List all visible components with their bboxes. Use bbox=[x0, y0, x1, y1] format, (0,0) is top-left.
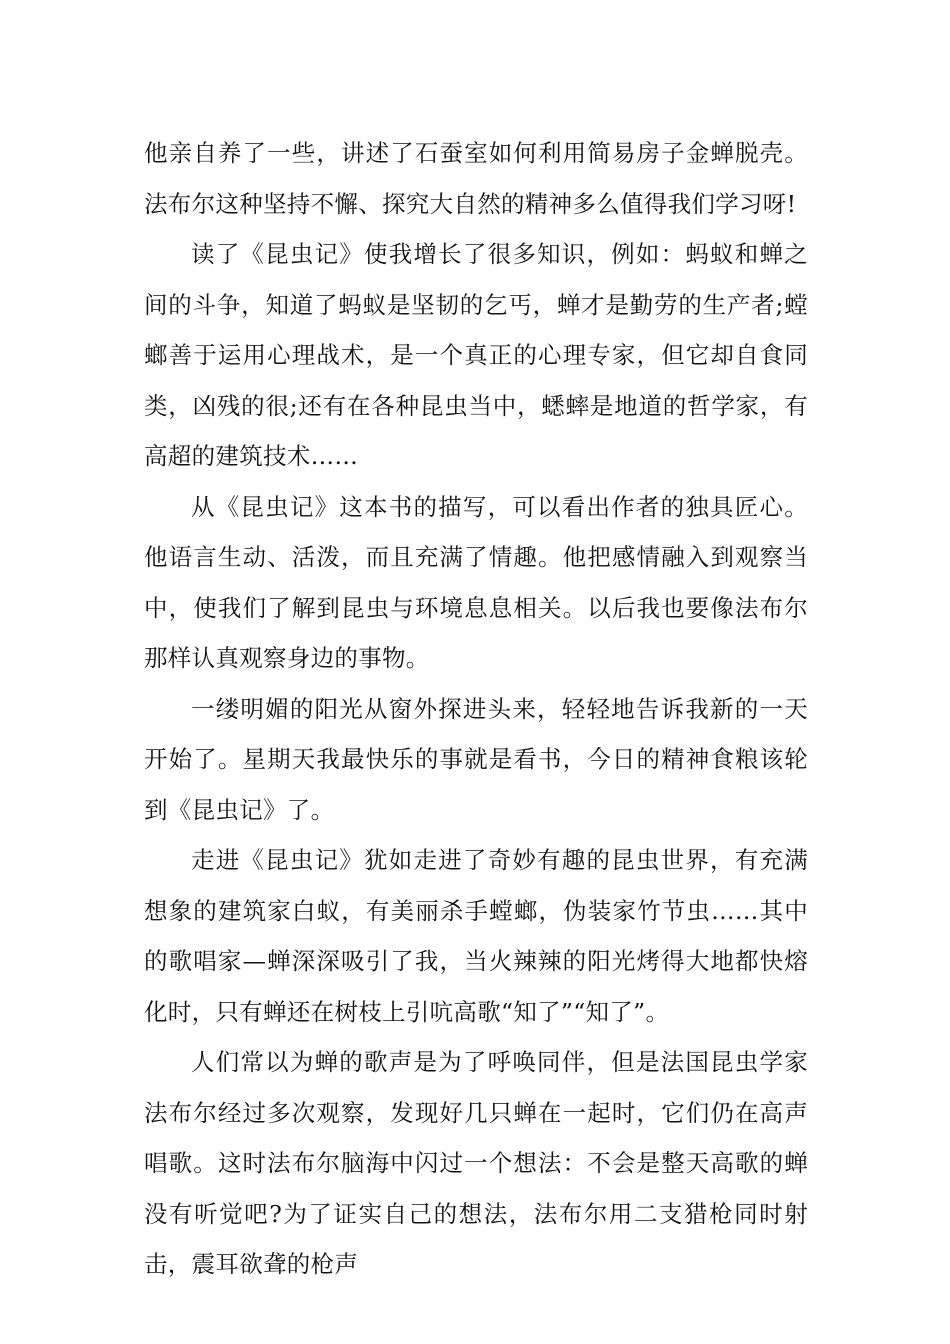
paragraph-6: 人们常以为蝉的歌声是为了呼唤同伴，但是法国昆虫学家法布尔经过多次观察，发现好几只蝉在一起时，它们仍在高声唱歌。这时法布尔脑海中闪过一个想法：不会是整天高歌的蝉没有听觉吧?为了证实自己的想法，法布尔用二支猎枪同时射击，震耳欲聋的枪声 bbox=[144, 1048, 808, 1278]
document-page bbox=[144, 128, 808, 1290]
paragraph-2: 读了《昆虫记》使我增长了很多知识，例如：蚂蚁和蝉之间的斗争，知道了蚂蚁是坚韧的乞丐，蝉才是勤劳的生产者;螳螂善于运用心理战术，是一个真正的心理专家，但它却自食同类，凶残的很;还有在各种昆虫当中，蟋蟀是地道的哲学家，有高超的建筑技术…… bbox=[144, 240, 808, 470]
paragraph-1: 他亲自养了一些，讲述了石蚕室如何利用简易房子金蝉脱壳。法布尔这种坚持不懈、探究大自然的精神多么值得我们学习呀! bbox=[144, 139, 808, 218]
paragraph-4: 一缕明媚的阳光从窗外探进头来，轻轻地告诉我新的一天开始了。星期天我最快乐的事就是看书，今日的精神食粮该轮到《昆虫记》了。 bbox=[144, 694, 808, 824]
paragraph-3: 从《昆虫记》这本书的描写，可以看出作者的独具匠心。他语言生动、活泼，而且充满了情趣。他把感情融入到观察当中，使我们了解到昆虫与环境息息相关。以后我也要像法布尔那样认真观察身边的事物。 bbox=[144, 492, 808, 672]
paragraph-5: 走进《昆虫记》犹如走进了奇妙有趣的昆虫世界，有充满想象的建筑家白蚁，有美丽杀手螳螂，伪装家竹节虫……其中的歌唱家—蝉深深吸引了我，当火辣辣的阳光烤得大地都快熔化时，只有蝉还在树枝上引吭高歌“知了”“知了”。 bbox=[144, 846, 808, 1026]
